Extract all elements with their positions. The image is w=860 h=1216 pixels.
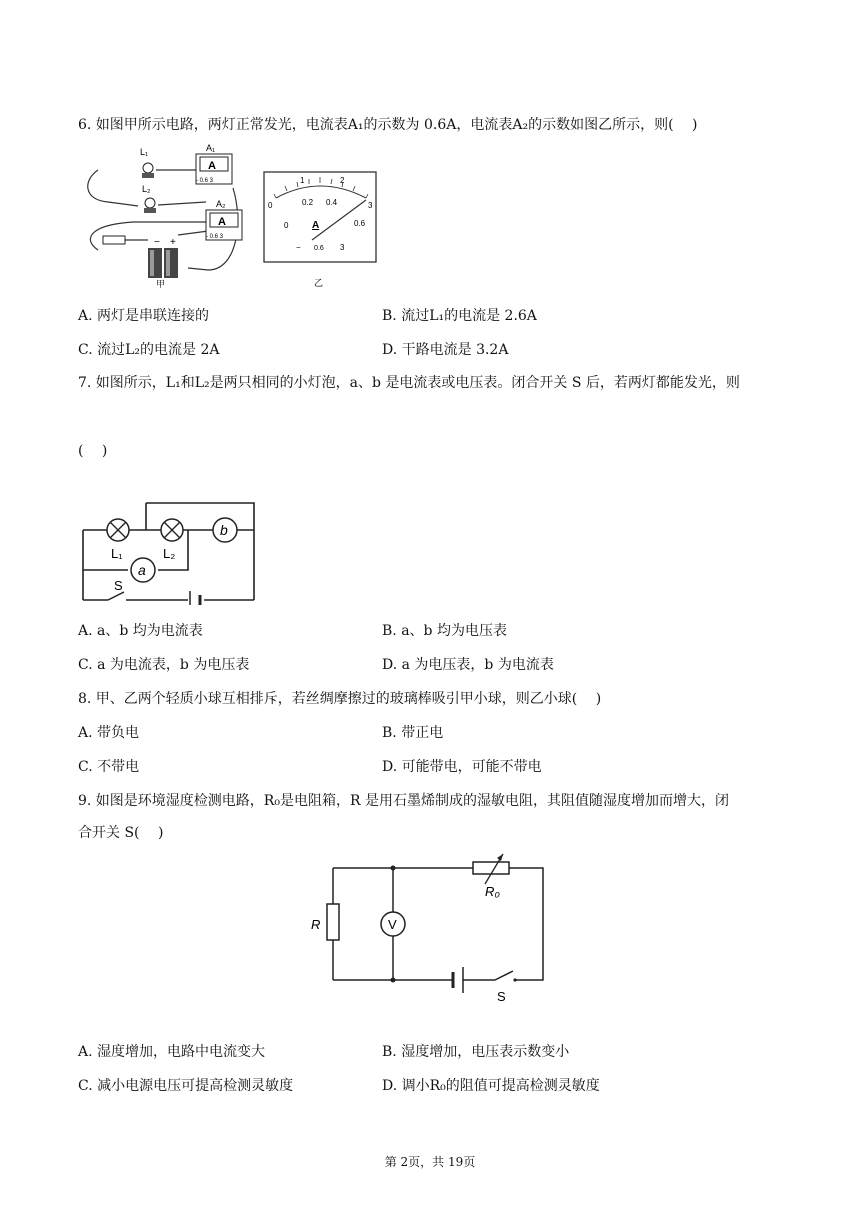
svg-text:A: A bbox=[208, 160, 216, 172]
label-v: V bbox=[388, 917, 397, 932]
svg-text:- 0.6 3: - 0.6 3 bbox=[196, 178, 214, 184]
meter-term-minus: − bbox=[296, 243, 301, 252]
label-l2: L₂ bbox=[163, 546, 176, 561]
label-b: b bbox=[220, 522, 228, 538]
meter-tick-02: 0.2 bbox=[302, 198, 314, 207]
caption-yi: 乙 bbox=[314, 278, 324, 288]
q9-stem-line2: 合开关 S( ) bbox=[78, 825, 164, 841]
ammeter-a1-icon bbox=[196, 154, 232, 184]
q7-option-b[interactable]: B. a、b 均为电压表 bbox=[382, 623, 507, 639]
q8-option-c[interactable]: C. 不带电 bbox=[78, 759, 140, 775]
q6-option-c[interactable]: C. 流过L₂的电流是 2A bbox=[78, 342, 220, 358]
label-a1: A₁ bbox=[206, 143, 216, 153]
battery-icon bbox=[148, 248, 178, 278]
q6-option-b[interactable]: B. 流过L₁的电流是 2.6A bbox=[382, 308, 537, 324]
svg-text:- 0.6 3: - 0.6 3 bbox=[206, 234, 224, 240]
q9-figure bbox=[305, 852, 555, 1007]
resistor-r-icon bbox=[327, 904, 339, 940]
q6-stem: 6. 如图甲所示电路，两灯正常发光，电流表A₁的示数为 0.6A，电流表A₂的示数如图乙所示，则( ) bbox=[78, 117, 698, 133]
q7-paren: ( ) bbox=[78, 443, 108, 459]
battery-minus: − bbox=[154, 237, 160, 248]
bulb-l1-icon bbox=[107, 519, 129, 541]
svg-text:A: A bbox=[218, 216, 226, 228]
switch-icon bbox=[103, 236, 125, 244]
resistor-box-r0-icon bbox=[473, 854, 509, 884]
caption-jia: 甲 bbox=[156, 279, 166, 289]
q6-option-d[interactable]: D. 干路电流是 3.2A bbox=[382, 342, 509, 358]
q8-option-d[interactable]: D. 可能带电，可能不带电 bbox=[382, 759, 542, 775]
page-footer: 第 2页，共 19页 bbox=[384, 1155, 476, 1169]
meter-term-06: 0.6 bbox=[314, 245, 324, 252]
q6-figure-jia bbox=[78, 140, 243, 290]
q9-option-c[interactable]: C. 减小电源电压可提高检测灵敏度 bbox=[78, 1078, 294, 1094]
bulb-l2-icon bbox=[145, 198, 155, 208]
q9-option-b[interactable]: B. 湿度增加，电压表示数变小 bbox=[382, 1044, 570, 1060]
q6-figure-yi bbox=[262, 170, 380, 290]
meter-tick-06: 0.6 bbox=[354, 219, 366, 228]
meter-tick-3a: 3 bbox=[368, 201, 373, 210]
q9-option-d[interactable]: D. 调小R₀的阻值可提高检测灵敏度 bbox=[382, 1078, 600, 1094]
q8-stem: 8. 甲、乙两个轻质小球互相排斥，若丝绸摩擦过的玻璃棒吸引甲小球，则乙小球( ) bbox=[78, 691, 602, 707]
meter-term-3: 3 bbox=[340, 243, 345, 252]
q7-option-c[interactable]: C. a 为电流表，b 为电压表 bbox=[78, 657, 250, 673]
label-l1: L₁ bbox=[111, 546, 123, 561]
label-r0: R₀ bbox=[485, 884, 500, 899]
label-r: R bbox=[311, 917, 321, 932]
switch-icon bbox=[495, 971, 513, 980]
meter-tick-1: 1 bbox=[300, 176, 305, 185]
label-s: S bbox=[114, 578, 123, 593]
q8-option-a[interactable]: A. 带负电 bbox=[78, 725, 140, 741]
switch-icon bbox=[108, 592, 124, 600]
battery-icon bbox=[190, 591, 200, 605]
label-s: S bbox=[497, 989, 506, 1004]
meter-tick-04: 0.4 bbox=[326, 198, 338, 207]
battery-icon bbox=[453, 967, 463, 993]
q7-option-a[interactable]: A. a、b 均为电流表 bbox=[78, 623, 203, 639]
label-a: a bbox=[138, 562, 146, 578]
battery-plus: + bbox=[170, 237, 176, 248]
bulb-l2-icon bbox=[161, 519, 183, 541]
label-l2: L₂ bbox=[142, 184, 151, 194]
q8-option-b[interactable]: B. 带正电 bbox=[382, 725, 444, 741]
meter-tick-0a: 0 bbox=[268, 201, 273, 210]
meter-tick-2: 2 bbox=[340, 176, 345, 185]
q7-figure bbox=[78, 500, 258, 605]
q9-stem-line1: 9. 如图是环境湿度检测电路，R₀是电阻箱，R 是用石墨烯制成的湿敏电阻，其阻值随湿度增加而增大，闭 bbox=[78, 793, 729, 809]
q6-option-a[interactable]: A. 两灯是串联连接的 bbox=[78, 308, 210, 324]
bulb-l1-icon bbox=[143, 163, 153, 173]
q7-option-d[interactable]: D. a 为电压表，b 为电流表 bbox=[382, 657, 554, 673]
ammeter-a2-icon bbox=[206, 210, 242, 240]
meter-tick-0b: 0 bbox=[284, 221, 289, 230]
q7-stem: 7. 如图所示，L₁和L₂是两只相同的小灯泡，a、b 是电流表或电压表。闭合开关 S 后，若两灯都能发光，则 bbox=[78, 375, 740, 391]
meter-unit: A bbox=[312, 220, 320, 231]
q9-option-a[interactable]: A. 湿度增加，电路中电流变大 bbox=[78, 1044, 266, 1060]
label-l1: L₁ bbox=[140, 147, 149, 157]
label-a2: A₂ bbox=[216, 199, 226, 209]
